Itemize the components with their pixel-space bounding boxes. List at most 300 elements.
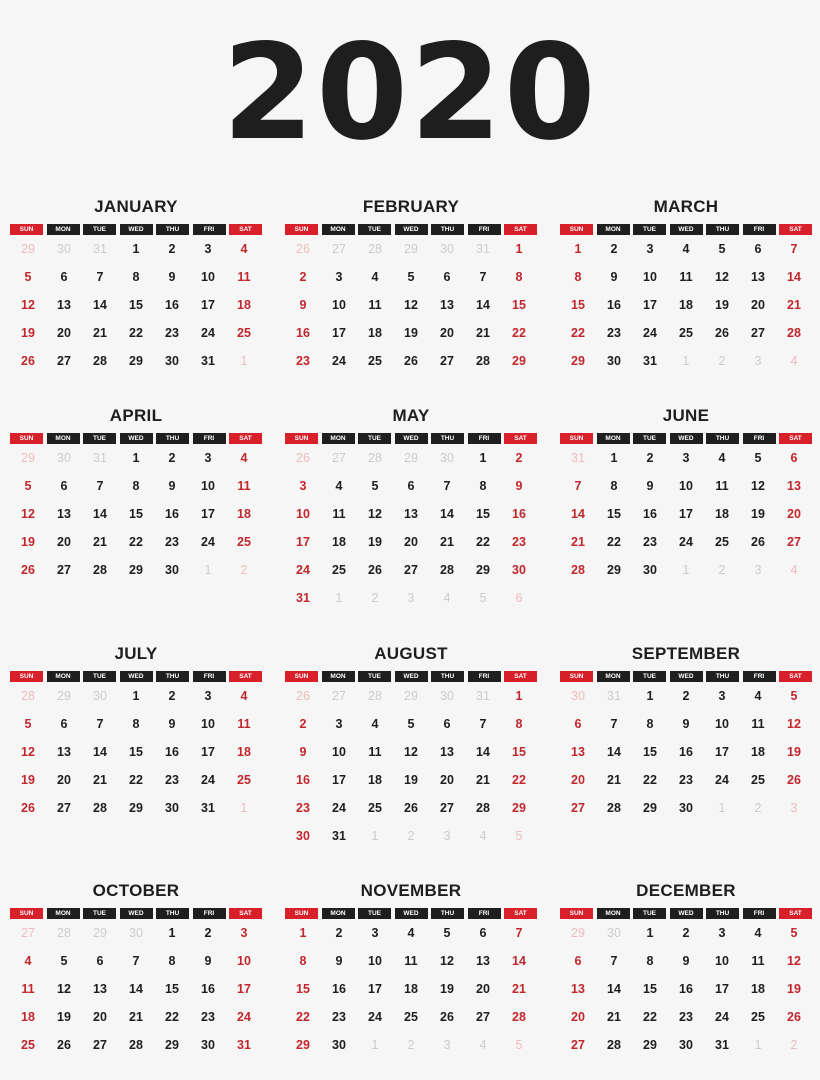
week-row — [10, 528, 262, 556]
day-cell: 14 — [129, 982, 143, 996]
day-cell-other-month: 4 — [443, 591, 451, 605]
weekday-label: WED — [670, 671, 703, 682]
day-cell: 27 — [440, 354, 454, 368]
day-cell: 6 — [574, 954, 582, 968]
day-cell-other-month: 26 — [296, 451, 310, 465]
day-cell-other-month: 2 — [240, 563, 248, 577]
month-name: MAY — [392, 406, 430, 425]
weekday-label: THU — [706, 908, 739, 919]
day-cell-other-month: 31 — [476, 689, 490, 703]
day-cell-other-month: 29 — [404, 689, 418, 703]
day-cell: 24 — [715, 773, 729, 787]
day-cell: 12 — [368, 507, 382, 521]
day-cell: 11 — [404, 954, 418, 968]
day-cell: 4 — [371, 270, 379, 284]
weekday-label: TUE — [358, 908, 391, 919]
day-cell: 16 — [332, 982, 346, 996]
day-cell: 9 — [682, 954, 690, 968]
day-cell: 20 — [404, 535, 418, 549]
day-cell: 6 — [790, 451, 798, 465]
day-cell: 4 — [718, 451, 726, 465]
weekday-label: WED — [395, 671, 428, 682]
day-cell: 22 — [476, 535, 490, 549]
month-september — [560, 643, 812, 822]
day-cell-other-month: 30 — [93, 689, 107, 703]
day-cell: 14 — [512, 954, 526, 968]
month-name: MARCH — [653, 197, 719, 216]
weekday-header — [10, 908, 262, 919]
day-cell: 23 — [165, 326, 179, 340]
day-cell: 1 — [515, 242, 523, 256]
day-cell-other-month: 1 — [371, 829, 379, 843]
day-cell: 22 — [296, 1010, 310, 1024]
day-cell-other-month: 30 — [129, 926, 143, 940]
day-cell: 27 — [476, 1010, 490, 1024]
day-cell: 29 — [129, 563, 143, 577]
weekday-header — [560, 671, 812, 682]
day-cell: 6 — [443, 717, 451, 731]
day-cell: 31 — [201, 801, 215, 815]
day-cell: 20 — [571, 1010, 585, 1024]
week-row — [10, 738, 262, 766]
day-cell: 6 — [60, 270, 68, 284]
day-cell: 23 — [296, 801, 310, 815]
day-cell: 3 — [371, 926, 379, 940]
weekday-label: THU — [431, 908, 464, 919]
day-cell: 8 — [299, 954, 307, 968]
day-cell-other-month: 4 — [790, 563, 798, 577]
day-cell: 31 — [296, 591, 310, 605]
day-cell: 21 — [476, 326, 490, 340]
day-cell-other-month: 26 — [296, 242, 310, 256]
day-cell: 24 — [715, 1010, 729, 1024]
day-cell: 9 — [610, 270, 618, 284]
day-cell: 7 — [96, 479, 104, 493]
month-name: SEPTEMBER — [631, 644, 741, 663]
month-may — [285, 405, 537, 612]
day-cell: 4 — [240, 689, 248, 703]
day-cell: 17 — [715, 745, 729, 759]
day-cell-other-month: 6 — [515, 591, 523, 605]
day-cell-other-month: 31 — [93, 242, 107, 256]
day-cell: 29 — [165, 1038, 179, 1052]
week-row — [560, 444, 812, 472]
day-cell: 26 — [751, 535, 765, 549]
week-row — [285, 319, 537, 347]
day-cell-other-month: 27 — [332, 689, 346, 703]
day-cell: 28 — [607, 1038, 621, 1052]
day-cell-other-month: 31 — [476, 242, 490, 256]
weekday-label: SAT — [229, 224, 262, 235]
day-cell: 13 — [571, 982, 585, 996]
day-cell: 13 — [787, 479, 801, 493]
day-cell: 13 — [57, 298, 71, 312]
day-cell: 25 — [368, 354, 382, 368]
day-cell: 3 — [646, 242, 654, 256]
day-cell: 7 — [96, 270, 104, 284]
weekday-label: MON — [47, 671, 80, 682]
day-cell-other-month: 1 — [335, 591, 343, 605]
day-cell: 25 — [237, 535, 251, 549]
weekday-label: WED — [395, 224, 428, 235]
day-cell: 18 — [751, 982, 765, 996]
day-cell: 26 — [368, 563, 382, 577]
week-row — [560, 682, 812, 710]
day-cell-other-month: 31 — [607, 689, 621, 703]
month-name: JULY — [114, 644, 158, 663]
day-cell: 5 — [24, 479, 32, 493]
day-cell: 28 — [93, 354, 107, 368]
weekday-label: SUN — [10, 224, 43, 235]
weekday-label: SUN — [560, 433, 593, 444]
weekday-label: WED — [120, 908, 153, 919]
day-cell: 20 — [440, 773, 454, 787]
weekday-label: MON — [597, 224, 630, 235]
day-cell: 6 — [60, 717, 68, 731]
day-cell: 13 — [751, 270, 765, 284]
day-cell: 18 — [237, 507, 251, 521]
day-cell-other-month: 1 — [240, 354, 248, 368]
day-cell: 22 — [512, 326, 526, 340]
month-october — [10, 880, 262, 1059]
day-cell: 21 — [129, 1010, 143, 1024]
day-cell: 8 — [574, 270, 582, 284]
day-cell: 26 — [404, 801, 418, 815]
day-cell: 13 — [476, 954, 490, 968]
weekday-label: FRI — [193, 433, 226, 444]
week-row — [285, 947, 537, 975]
day-cell-other-month: 30 — [440, 451, 454, 465]
day-cell-other-month: 5 — [479, 591, 487, 605]
day-cell: 14 — [607, 745, 621, 759]
day-cell: 17 — [332, 326, 346, 340]
day-cell: 14 — [571, 507, 585, 521]
weekday-label: WED — [670, 908, 703, 919]
day-cell-other-month: 29 — [93, 926, 107, 940]
weekday-label: TUE — [633, 908, 666, 919]
day-cell: 14 — [93, 298, 107, 312]
weekday-label: SUN — [560, 224, 593, 235]
weekday-header — [285, 908, 537, 919]
day-cell: 19 — [715, 298, 729, 312]
day-cell: 1 — [646, 926, 654, 940]
day-cell: 3 — [718, 926, 726, 940]
day-cell: 6 — [754, 242, 762, 256]
day-cell: 2 — [299, 717, 307, 731]
week-row — [285, 794, 537, 822]
day-cell: 3 — [335, 717, 343, 731]
day-cell: 17 — [332, 773, 346, 787]
day-cell-other-month: 29 — [21, 242, 35, 256]
day-cell: 11 — [751, 954, 765, 968]
day-cell: 17 — [643, 298, 657, 312]
day-cell: 25 — [751, 1010, 765, 1024]
day-cell: 18 — [368, 326, 382, 340]
weekday-label: THU — [156, 433, 189, 444]
day-cell: 19 — [787, 982, 801, 996]
day-cell-other-month: 29 — [21, 451, 35, 465]
day-cell: 15 — [129, 745, 143, 759]
day-cell: 21 — [440, 535, 454, 549]
week-row — [560, 1031, 812, 1059]
day-cell: 30 — [165, 563, 179, 577]
day-cell-other-month: 30 — [607, 926, 621, 940]
day-cell: 10 — [332, 745, 346, 759]
day-cell: 8 — [479, 479, 487, 493]
day-cell: 3 — [682, 451, 690, 465]
weekday-label: WED — [120, 433, 153, 444]
day-cell: 7 — [610, 717, 618, 731]
day-cell: 16 — [643, 507, 657, 521]
weekday-label: THU — [156, 671, 189, 682]
weekday-label: SAT — [504, 224, 537, 235]
weekday-label: FRI — [193, 908, 226, 919]
weekday-label: SAT — [229, 908, 262, 919]
day-cell-other-month: 29 — [404, 451, 418, 465]
day-cell: 10 — [201, 479, 215, 493]
day-cell: 23 — [643, 535, 657, 549]
weekday-label: TUE — [358, 433, 391, 444]
day-cell: 26 — [21, 354, 35, 368]
day-cell: 25 — [237, 326, 251, 340]
day-cell: 4 — [407, 926, 415, 940]
day-cell: 6 — [443, 270, 451, 284]
day-cell: 2 — [299, 270, 307, 284]
day-cell: 11 — [715, 479, 729, 493]
day-cell: 21 — [607, 773, 621, 787]
day-cell: 22 — [607, 535, 621, 549]
day-cell: 4 — [240, 242, 248, 256]
month-name: AUGUST — [374, 644, 448, 663]
day-cell: 20 — [476, 982, 490, 996]
weekday-label: FRI — [743, 908, 776, 919]
day-cell: 1 — [132, 689, 140, 703]
day-cell: 4 — [682, 242, 690, 256]
day-cell: 21 — [93, 773, 107, 787]
day-cell: 30 — [607, 354, 621, 368]
week-row — [560, 528, 812, 556]
weekday-label: SUN — [285, 671, 318, 682]
day-cell: 20 — [440, 326, 454, 340]
day-cell-other-month: 1 — [682, 563, 690, 577]
day-cell: 5 — [407, 270, 415, 284]
day-cell: 26 — [21, 563, 35, 577]
day-cell-other-month: 28 — [21, 689, 35, 703]
day-cell: 11 — [332, 507, 346, 521]
weekday-label: SUN — [10, 433, 43, 444]
day-cell: 5 — [407, 717, 415, 731]
weekday-label: FRI — [468, 908, 501, 919]
day-cell-other-month: 27 — [21, 926, 35, 940]
day-cell: 16 — [512, 507, 526, 521]
weekday-label: MON — [597, 908, 630, 919]
day-cell: 9 — [646, 479, 654, 493]
day-cell: 19 — [21, 535, 35, 549]
day-cell: 16 — [296, 773, 310, 787]
day-cell: 3 — [204, 689, 212, 703]
day-cell: 14 — [607, 982, 621, 996]
weekday-label: THU — [156, 224, 189, 235]
weekday-label: SUN — [10, 908, 43, 919]
day-cell: 3 — [718, 689, 726, 703]
day-cell: 27 — [57, 354, 71, 368]
day-cell: 13 — [93, 982, 107, 996]
day-cell: 26 — [21, 801, 35, 815]
weekday-label: FRI — [743, 433, 776, 444]
day-cell: 21 — [607, 1010, 621, 1024]
day-cell-other-month: 31 — [571, 451, 585, 465]
day-cell: 24 — [332, 354, 346, 368]
weekday-label: MON — [47, 224, 80, 235]
day-cell-other-month: 1 — [682, 354, 690, 368]
day-cell: 23 — [201, 1010, 215, 1024]
day-cell: 29 — [512, 801, 526, 815]
day-cell: 21 — [476, 773, 490, 787]
day-cell: 10 — [368, 954, 382, 968]
day-cell: 2 — [204, 926, 212, 940]
day-cell: 15 — [476, 507, 490, 521]
day-cell-other-month: 5 — [515, 829, 523, 843]
day-cell: 10 — [715, 717, 729, 731]
day-cell: 12 — [21, 298, 35, 312]
weekday-label: FRI — [743, 224, 776, 235]
day-cell: 29 — [129, 354, 143, 368]
day-cell-other-month: 2 — [718, 354, 726, 368]
day-cell: 1 — [515, 689, 523, 703]
day-cell-other-month: 29 — [57, 689, 71, 703]
day-cell: 7 — [610, 954, 618, 968]
week-row — [10, 947, 262, 975]
day-cell: 27 — [404, 563, 418, 577]
day-cell: 1 — [610, 451, 618, 465]
day-cell: 7 — [515, 926, 523, 940]
week-row — [560, 919, 812, 947]
day-cell: 7 — [479, 270, 487, 284]
day-cell: 14 — [476, 298, 490, 312]
day-cell: 6 — [574, 717, 582, 731]
day-cell: 29 — [571, 354, 585, 368]
day-cell: 18 — [237, 745, 251, 759]
day-cell: 17 — [201, 507, 215, 521]
week-row — [560, 710, 812, 738]
day-cell: 17 — [296, 535, 310, 549]
day-cell: 25 — [368, 801, 382, 815]
day-cell: 30 — [296, 829, 310, 843]
day-cell: 10 — [332, 298, 346, 312]
day-cell: 27 — [93, 1038, 107, 1052]
month-name: JUNE — [662, 406, 710, 425]
week-row — [285, 500, 537, 528]
day-cell: 25 — [751, 773, 765, 787]
month-july — [10, 643, 262, 822]
day-cell: 20 — [57, 773, 71, 787]
day-cell-other-month: 3 — [443, 829, 451, 843]
weekday-label: TUE — [633, 224, 666, 235]
day-cell-other-month: 28 — [57, 926, 71, 940]
day-cell: 19 — [404, 773, 418, 787]
day-cell: 18 — [237, 298, 251, 312]
day-cell-other-month: 2 — [754, 801, 762, 815]
day-cell-other-month: 1 — [240, 801, 248, 815]
day-cell: 18 — [332, 535, 346, 549]
day-cell-other-month: 3 — [754, 563, 762, 577]
week-row — [10, 766, 262, 794]
day-cell: 3 — [204, 242, 212, 256]
month-january — [10, 196, 262, 375]
day-cell: 18 — [751, 745, 765, 759]
month-december — [560, 880, 812, 1059]
week-row — [10, 444, 262, 472]
day-cell: 30 — [643, 563, 657, 577]
day-cell: 20 — [571, 773, 585, 787]
day-cell: 13 — [404, 507, 418, 521]
day-cell: 21 — [93, 535, 107, 549]
day-cell: 22 — [643, 1010, 657, 1024]
weekday-label: MON — [597, 671, 630, 682]
day-cell: 5 — [790, 926, 798, 940]
weekday-label: MON — [597, 433, 630, 444]
day-cell: 20 — [57, 326, 71, 340]
week-row — [560, 500, 812, 528]
weekday-label: FRI — [193, 224, 226, 235]
day-cell: 28 — [476, 801, 490, 815]
day-cell: 14 — [93, 507, 107, 521]
day-cell: 15 — [643, 745, 657, 759]
day-cell-other-month: 28 — [368, 242, 382, 256]
day-cell-other-month: 3 — [443, 1038, 451, 1052]
day-cell: 17 — [237, 982, 251, 996]
day-cell: 16 — [165, 745, 179, 759]
day-cell: 23 — [512, 535, 526, 549]
day-cell: 19 — [21, 326, 35, 340]
day-cell: 9 — [204, 954, 212, 968]
weekday-label: SAT — [779, 908, 812, 919]
day-cell: 23 — [607, 326, 621, 340]
day-cell: 3 — [240, 926, 248, 940]
day-cell: 2 — [168, 689, 176, 703]
day-cell: 28 — [93, 801, 107, 815]
day-cell: 2 — [168, 451, 176, 465]
day-cell: 4 — [335, 479, 343, 493]
day-cell: 29 — [129, 801, 143, 815]
day-cell: 8 — [132, 479, 140, 493]
day-cell: 1 — [574, 242, 582, 256]
day-cell: 25 — [332, 563, 346, 577]
day-cell: 12 — [404, 745, 418, 759]
day-cell: 24 — [201, 773, 215, 787]
day-cell: 8 — [646, 717, 654, 731]
day-cell: 28 — [512, 1010, 526, 1024]
day-cell: 31 — [715, 1038, 729, 1052]
day-cell-other-month: 2 — [790, 1038, 798, 1052]
day-cell: 25 — [21, 1038, 35, 1052]
weekday-label: TUE — [83, 224, 116, 235]
day-cell: 7 — [96, 717, 104, 731]
day-cell: 23 — [165, 535, 179, 549]
weekday-label: SAT — [504, 908, 537, 919]
week-row — [560, 556, 812, 584]
weekday-header — [560, 908, 812, 919]
day-cell: 14 — [787, 270, 801, 284]
day-cell-other-month: 3 — [407, 591, 415, 605]
day-cell: 6 — [407, 479, 415, 493]
day-cell-other-month: 1 — [754, 1038, 762, 1052]
day-cell: 24 — [201, 535, 215, 549]
day-cell: 8 — [132, 270, 140, 284]
day-cell: 27 — [571, 1038, 585, 1052]
day-cell: 7 — [574, 479, 582, 493]
week-row — [560, 794, 812, 822]
